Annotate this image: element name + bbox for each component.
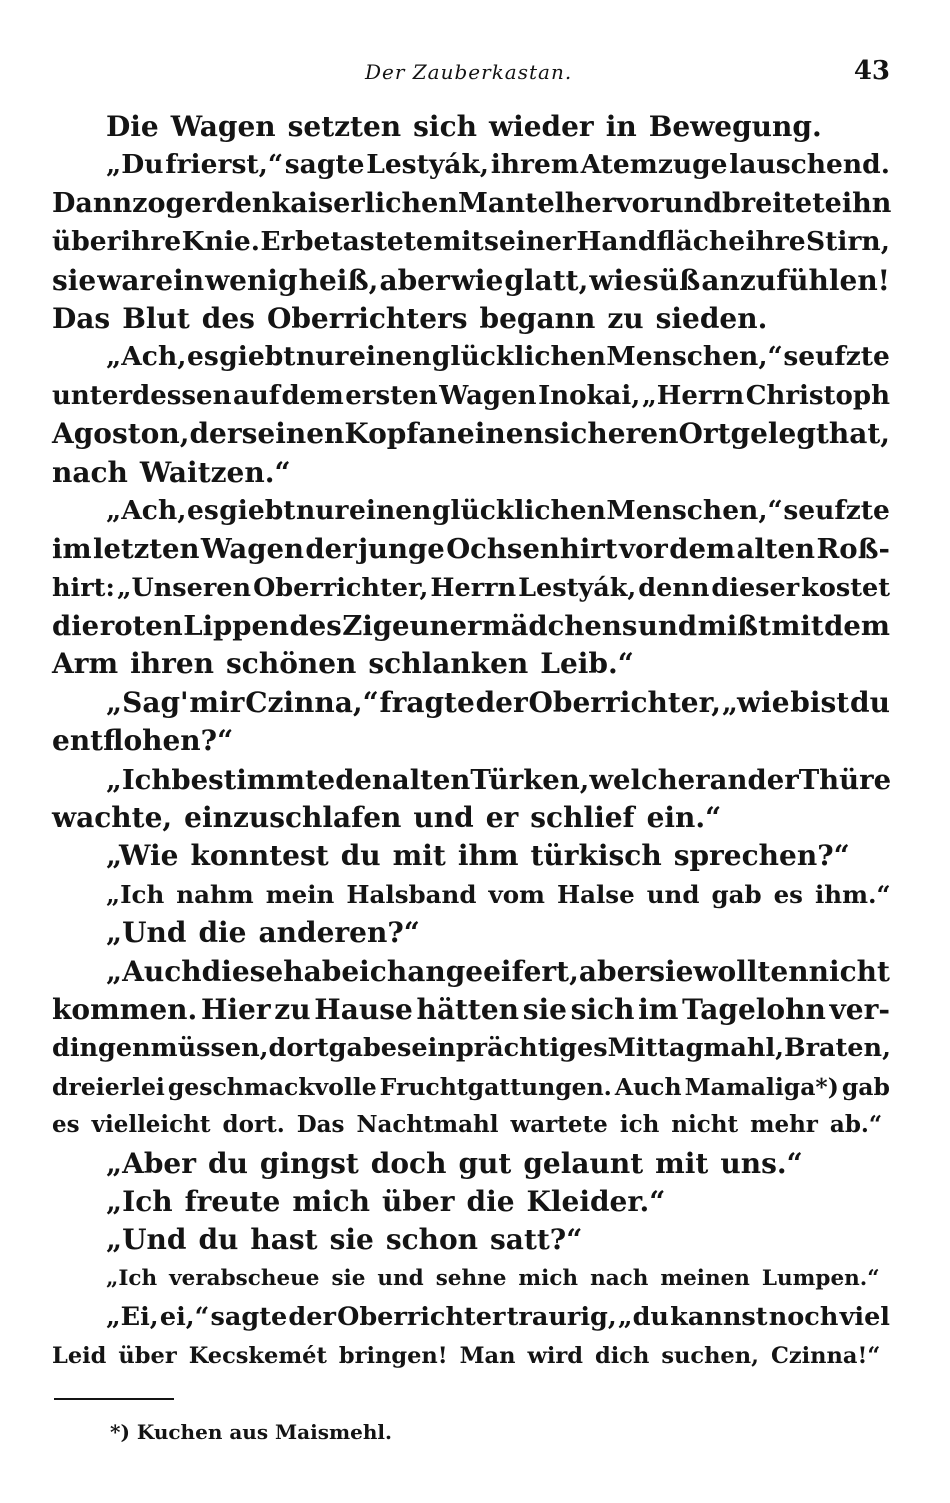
paragraph — [52, 1260, 890, 1298]
text-line: „Und du hast sie schon satt?“ — [106, 1223, 583, 1257]
footnote: *) Kuchen aus Maismehl. — [110, 1420, 392, 1444]
text-line: „Auch diese habe ich angeeifert, aber sie wollten nicht — [106, 954, 890, 988]
text-line: entflohen?“ — [52, 724, 234, 758]
text-line: „Sag' mir Czinna,“ fragte der Oberrichter, „wie bist du — [106, 685, 890, 719]
paragraph — [52, 914, 890, 952]
text-line: hirt: „Unseren Oberrichter, Herrn Lestyák, denn dieser kostet — [52, 572, 890, 603]
text-line: „Ich verabscheue sie und sehne mich nach meinen Lumpen.“ — [106, 1265, 880, 1291]
text-line: unterdessen auf dem ersten Wagen Inokai, „Herrn Christoph — [52, 380, 890, 411]
text-line: „Ei, ei,“ sagte der Oberrichter traurig, „du kannst noch viel — [106, 1302, 890, 1333]
paragraph — [52, 492, 890, 684]
text-line: im letzten Wagen der junge Ochsenhirt vor dem alten Roß- — [52, 533, 890, 566]
text-line: nach Waitzen.“ — [52, 455, 291, 489]
text-line: dingen müssen, dort gab es ein prächtiges Mittagmahl, Braten, — [52, 1033, 891, 1064]
text-line: sie war ein wenig heiß, aber wie glatt, wie süß anzufühlen! — [52, 263, 890, 297]
text-line: Dann zog er den kaiserlichen Mantel hervor und breitete ihn — [52, 187, 892, 219]
text-line: über ihre Knie. Er betastete mit seiner Handfläche ihre Stirn, — [52, 226, 890, 258]
text-line: Das Blut des Oberrichters begann zu sieden. — [52, 301, 768, 335]
paragraph — [52, 1221, 890, 1259]
footnote-divider — [54, 1398, 174, 1400]
text-line: wachte, einzuschlafen und er schlief ein.“ — [52, 801, 722, 835]
paragraph — [52, 876, 890, 914]
text-line: „Und die anderen?“ — [106, 916, 420, 950]
text-line: die roten Lippen des Zigeunermädchens und mißt mit dem — [52, 610, 890, 643]
page-number: 43 — [853, 56, 890, 86]
text-line: Leid über Kecskemét bringen! Man wird dich suchen, Czinna!“ — [52, 1342, 881, 1369]
paragraph — [52, 761, 890, 838]
text-line: „Wie konntest du mit ihm türkisch sprechen?“ — [106, 839, 850, 873]
text-line: kommen. Hier zu Hause hätten sie sich im Tagelohn ver- — [52, 992, 890, 1026]
paragraph — [52, 837, 890, 875]
paragraph — [52, 1298, 890, 1375]
paragraph — [52, 1183, 890, 1221]
text-line: Die Wagen setzten sich wieder in Bewegung. — [106, 110, 822, 143]
text-line: „Aber du gingst doch gut gelaunt mit uns.“ — [106, 1146, 803, 1180]
paragraph — [52, 108, 890, 146]
paragraph — [52, 953, 890, 1145]
paragraph — [52, 338, 890, 492]
text-line: „Ich nahm mein Halsband vom Halse und gab es ihm.“ — [106, 879, 891, 909]
text-line: Arm ihren schönen schlanken Leib.“ — [52, 647, 634, 681]
paragraph — [52, 684, 890, 761]
text-line: „Du frierst,“ sagte Lestyák, ihrem Atemzuge lauschend. — [106, 149, 890, 181]
running-title: Der Zauberkastan. — [365, 60, 573, 84]
text-line: es vielleicht dort. Das Nachtmahl wartete ich nicht mehr ab.“ — [52, 1111, 883, 1139]
text-line: „Ich freute mich über die Kleider.“ — [106, 1184, 666, 1218]
text-line: dreierlei geschmackvolle Fruchtgattungen. Auch Mamaliga*) gab — [52, 1072, 890, 1101]
paragraph — [52, 1145, 890, 1183]
body-text — [52, 108, 890, 1375]
text-line: Agoston, der seinen Kopf an einen sicheren Ort gelegt hat, — [52, 417, 891, 451]
text-line: „Ich bestimmte den alten Türken, welcher an der Thüre — [106, 763, 892, 796]
text-line: „Ach, es giebt nur einen glücklichen Menschen,“ seufzte — [106, 341, 890, 373]
text-line: „Ach, es giebt nur einen glücklichen Menschen,“ seufzte — [106, 494, 890, 526]
paragraph — [52, 146, 890, 338]
